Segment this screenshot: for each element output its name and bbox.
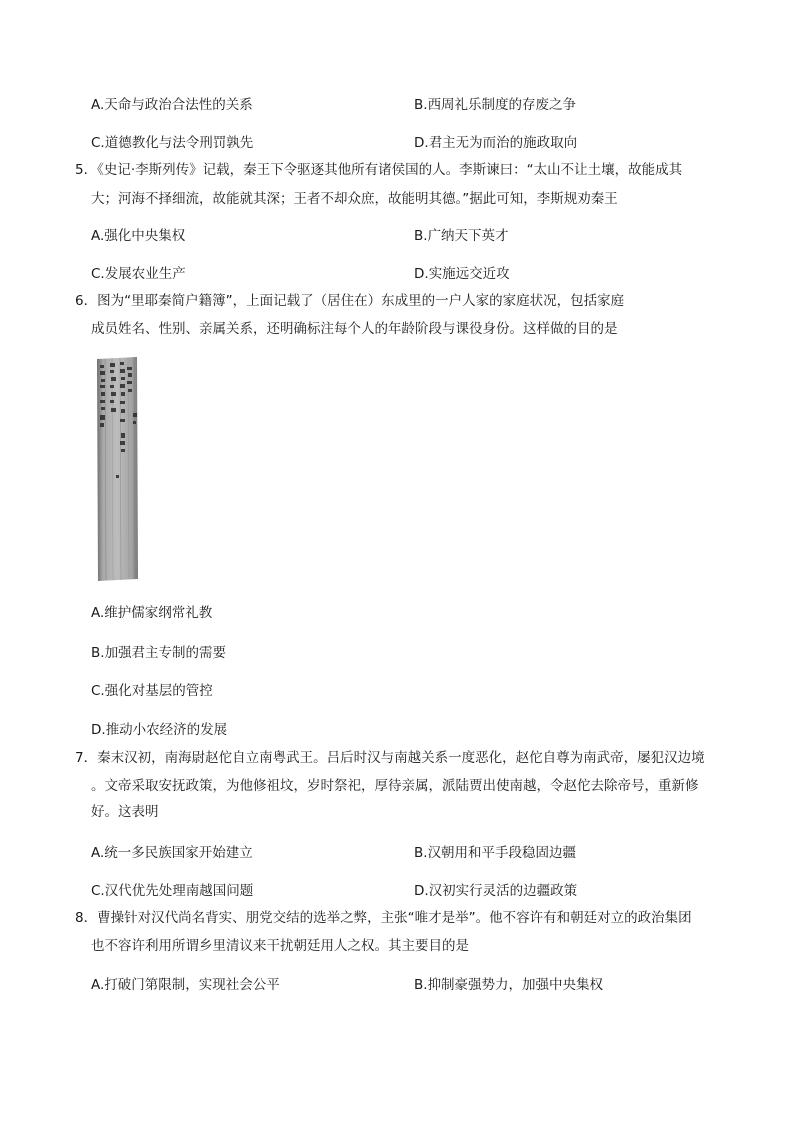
q6-option-d: [91, 720, 227, 740]
q8-option-b: [414, 975, 603, 995]
option-text: 维护儒家纲常礼教: [104, 605, 213, 621]
q6-stem-line-2: 成员姓名、性别、亲属关系，还明确标注每个人的年龄阶段与课役身份。这样做的目的是: [91, 321, 618, 337]
option-letter: B.: [414, 845, 428, 861]
q7-stem-line-3: 好。这表明: [91, 804, 159, 820]
q8-stem-line-1: [75, 908, 692, 928]
option-text: 加强君主专制的需要: [104, 645, 227, 661]
option-letter: A.: [91, 845, 105, 861]
q7-stem-line-2: 。文帝采取安抚政策，为他修祖坟，岁时祭祀，厚待亲属，派陆贾出使南越，令赵佗去除帝号，重新修: [91, 778, 699, 794]
option-text: 汉代优先处理南越国问题: [104, 883, 254, 899]
option-letter: C.: [91, 683, 105, 699]
q6-option-a: [91, 603, 212, 623]
option-text: 发展农业生产: [104, 266, 186, 282]
option-text: 汉朝用和平手段稳固边疆: [427, 845, 577, 861]
option-text: 广纳天下英才: [427, 228, 509, 244]
option-text: 天命与政治合法性的关系: [104, 97, 253, 113]
q6-option-b: [91, 643, 226, 663]
q5-option-c: [91, 264, 186, 284]
q5-stem-text-1: 《史记·李斯列传》记载，秦王下令驱逐其他所有诸侯国的人。李斯谏曰：“太山不让土壤，故能成其: [97, 162, 683, 178]
option-letter: B.: [91, 645, 105, 661]
option-text: 打破门第限制，实现社会公平: [104, 977, 280, 993]
option-letter: A.: [91, 228, 105, 244]
option-letter: D.: [414, 135, 429, 151]
q7-option-a: [91, 843, 253, 863]
option-letter: D.: [414, 883, 429, 899]
q7-option-b: [414, 843, 576, 863]
question-number: 6．: [75, 293, 98, 309]
option-letter: A.: [91, 605, 105, 621]
q5-stem-line-2: 大；河海不择细流，故能就其深；王者不却众庶，故能明其德。”据此可知，李斯规劝秦王: [91, 191, 618, 207]
option-letter: A.: [91, 977, 105, 993]
option-letter: B.: [414, 97, 428, 113]
option-text: 强化中央集权: [104, 228, 186, 244]
q6-option-c: [91, 681, 213, 701]
q7-option-c: [91, 881, 253, 901]
q4-option-a: [91, 95, 253, 115]
q7-stem-line-1: [75, 748, 705, 768]
q7-option-d: [414, 881, 577, 901]
option-text: 汉初实行灵活的边疆政策: [428, 883, 578, 899]
q5-stem-line-1: [75, 160, 682, 180]
option-text: 抑制豪强势力，加强中央集权: [427, 977, 604, 993]
option-letter: C.: [91, 135, 105, 151]
q5-option-d: [414, 264, 510, 284]
q4-option-c: [91, 133, 253, 153]
q6-stem-text-1: 图为“里耶秦简户籍簿”，上面记载了（居住在）东成里的一户人家的家庭状况，包括家庭: [97, 293, 625, 309]
question-number: 5．: [75, 162, 98, 178]
question-number: 7．: [75, 750, 98, 766]
q8-stem-line-2: 也不容许利用所谓乡里清议来干扰朝廷用人之权。其主要目的是: [91, 938, 469, 954]
option-letter: D.: [414, 266, 429, 282]
option-text: 道德教化与法令刑罚孰先: [104, 135, 254, 151]
q6-stem-line-1: [75, 291, 624, 311]
q4-option-b: [414, 95, 576, 115]
option-text: 实施远交近攻: [428, 266, 510, 282]
q8-option-a: [91, 975, 280, 995]
q5-option-b: [414, 226, 509, 246]
question-number: 8．: [75, 910, 98, 926]
q7-stem-text-1: 秦末汉初，南海尉赵佗自立南粤武王。吕后时汉与南越关系一度恶化，赵佗自尊为南武帝，屡犯汉边境: [97, 750, 705, 766]
q8-stem-text-1: 曹操针对汉代尚名背实、朋党交结的选举之弊，主张“唯才是举”。他不容许有和朝廷对立的政治集团: [97, 910, 692, 926]
option-text: 君主无为而治的施政取向: [428, 135, 578, 151]
option-letter: B.: [414, 228, 428, 244]
option-letter: B.: [414, 977, 428, 993]
q4-option-d: [414, 133, 577, 153]
option-text: 西周礼乐制度的存废之争: [427, 97, 577, 113]
bamboo-slip-image: [95, 357, 139, 581]
option-letter: C.: [91, 266, 105, 282]
q5-option-a: [91, 226, 185, 246]
option-letter: C.: [91, 883, 105, 899]
option-letter: D.: [91, 722, 106, 738]
option-letter: A.: [91, 97, 105, 113]
option-text: 推动小农经济的发展: [105, 722, 228, 738]
option-text: 强化对基层的管控: [104, 683, 213, 699]
option-text: 统一多民族国家开始建立: [104, 845, 253, 861]
